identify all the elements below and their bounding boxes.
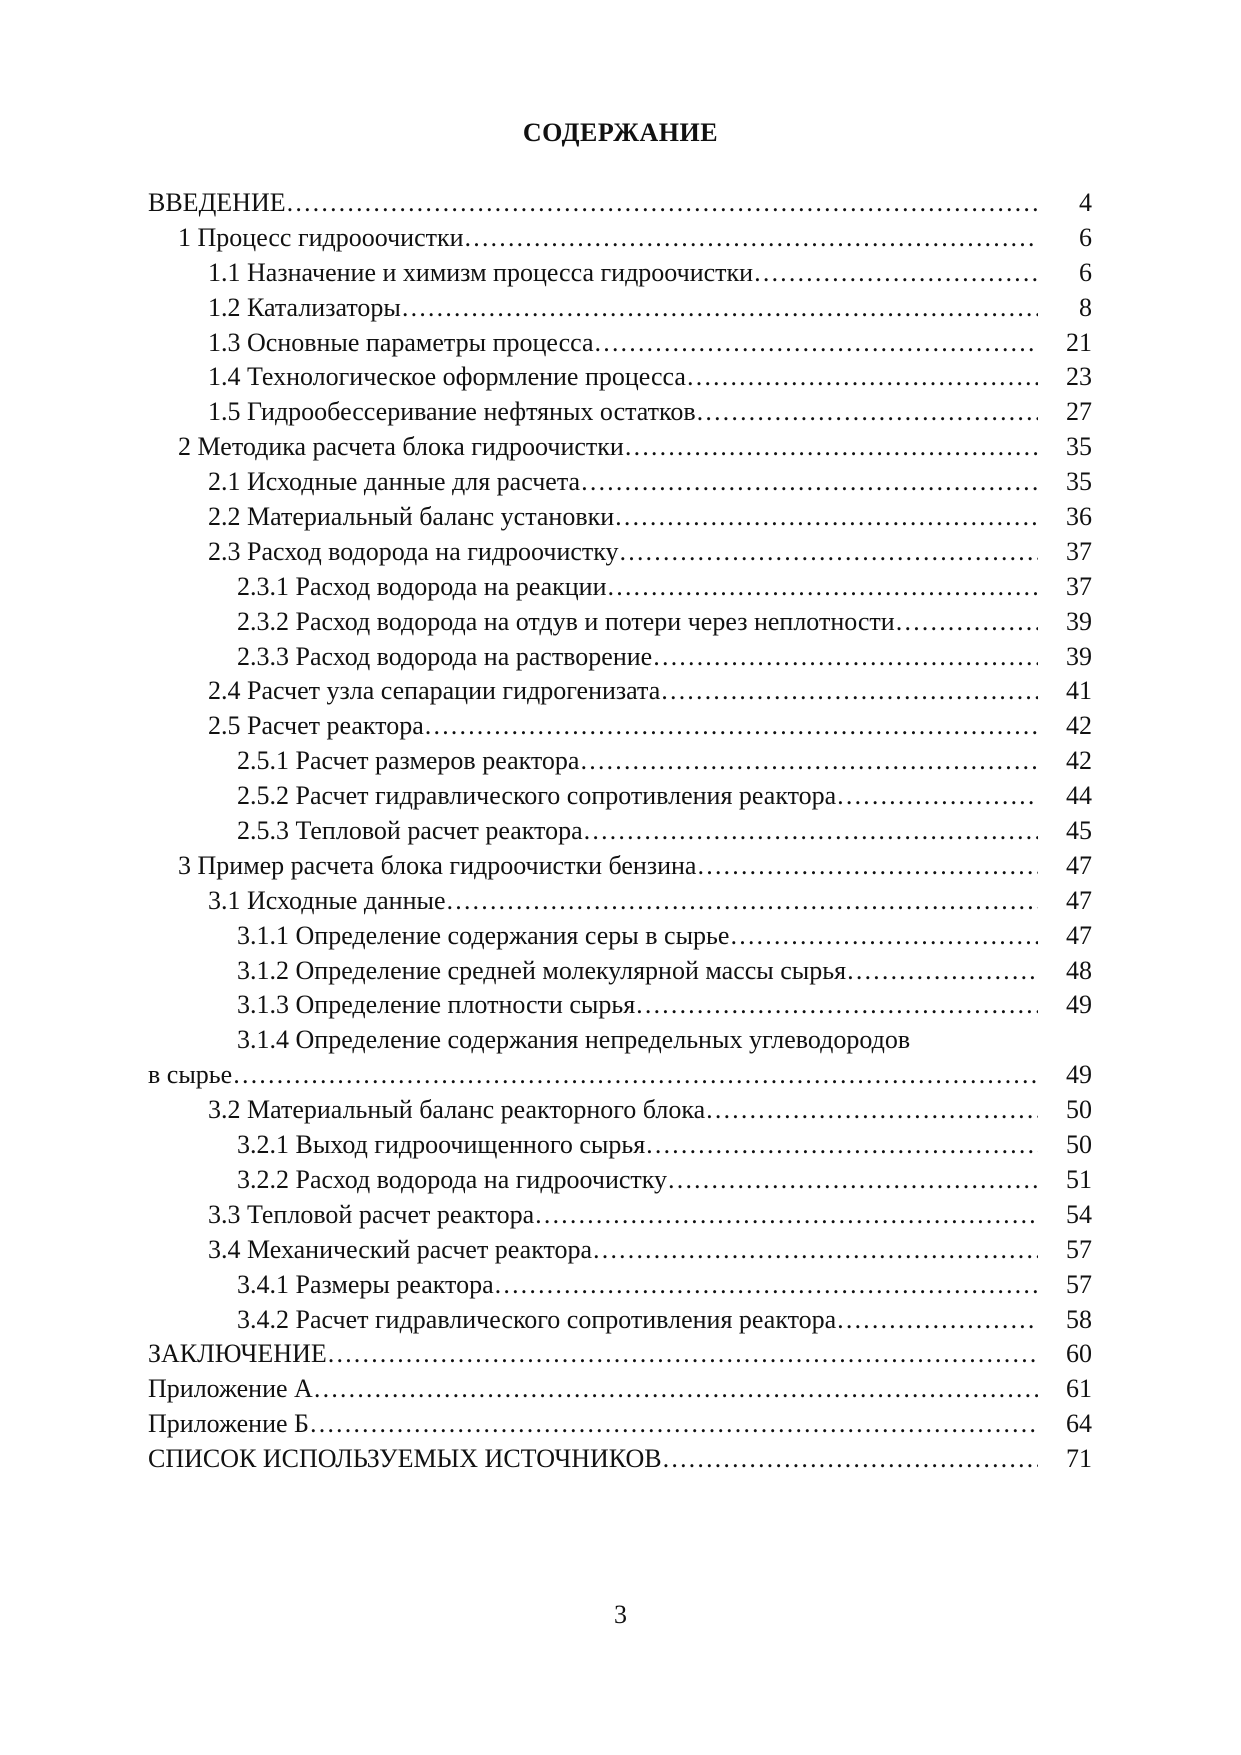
toc-page-number: 58	[1066, 1304, 1092, 1334]
toc-entry	[148, 1128, 1092, 1163]
toc-entry-label	[237, 919, 1038, 954]
dot-leader	[836, 781, 1038, 810]
dot-leader	[309, 1409, 1038, 1438]
toc-page-number: 41	[1066, 676, 1092, 706]
dot-leader	[580, 467, 1038, 496]
toc-entry-title: 3.4.1 Размеры реактора	[237, 1269, 494, 1299]
toc-entry-label	[208, 1233, 1038, 1268]
toc-page-number: 35	[1066, 467, 1092, 497]
toc-entry-title: 2.3.3 Расход водорода на растворение	[237, 641, 653, 671]
toc-entry-title: 3.1 Исходные данные	[208, 885, 446, 915]
dot-leader	[286, 188, 1038, 217]
toc-entry-label	[237, 1128, 1038, 1163]
dot-leader	[705, 1095, 1038, 1124]
toc-page-number: 49	[1066, 1060, 1092, 1090]
toc-page-number: 64	[1066, 1409, 1092, 1439]
dot-leader	[635, 990, 1038, 1019]
toc-entry-title: ВВЕДЕНИЕ	[148, 188, 286, 217]
toc-entry	[148, 605, 1092, 640]
toc-entry-title: 3.3 Тепловой расчет реактора	[208, 1199, 535, 1229]
toc-entry-line	[148, 1023, 1092, 1058]
toc-entry-title: 3.1.3 Определение плотности сырья	[237, 990, 636, 1020]
toc-entry-label	[208, 465, 1038, 500]
toc-entry	[148, 1337, 1092, 1372]
toc-entry-label	[237, 570, 1038, 605]
toc-entry	[148, 814, 1092, 849]
toc-entry-label	[208, 1093, 1038, 1128]
toc-page-number: 4	[1079, 188, 1092, 217]
toc-entry	[148, 1093, 1092, 1128]
toc-entry-label	[148, 186, 1038, 221]
table-of-contents	[148, 186, 1092, 1477]
dot-leader	[494, 1270, 1038, 1299]
toc-entry	[148, 1233, 1092, 1268]
toc-entry-title: Приложение Б	[148, 1409, 309, 1439]
toc-entry	[148, 1303, 1092, 1338]
dot-leader	[846, 956, 1038, 985]
dot-leader	[624, 432, 1038, 461]
toc-entry	[148, 326, 1092, 361]
toc-page-number: 8	[1079, 292, 1092, 322]
toc-entry-label	[208, 360, 1038, 395]
toc-entry-title: 2.3 Расход водорода на гидроочистку	[208, 536, 619, 566]
toc-page-number: 47	[1066, 920, 1092, 950]
toc-entry-title: 2.4 Расчет узла сепарации гидрогенизата	[208, 676, 661, 706]
toc-page-number: 61	[1066, 1374, 1092, 1404]
toc-page-number: 37	[1066, 536, 1092, 566]
toc-entry	[148, 1163, 1092, 1198]
toc-page-number: 50	[1066, 1130, 1092, 1160]
toc-entry	[148, 1268, 1092, 1303]
dot-leader	[534, 1200, 1038, 1229]
toc-entry	[148, 1058, 1092, 1093]
toc-entry-title: 1.4 Технологическое оформление процесса	[208, 362, 686, 392]
toc-entry	[148, 709, 1092, 744]
toc-page-number: 45	[1066, 816, 1092, 846]
dot-leader	[327, 1339, 1038, 1368]
toc-entry-label	[237, 779, 1038, 814]
toc-entry-label	[237, 1163, 1038, 1198]
toc-entry	[148, 640, 1092, 675]
toc-page-number: 47	[1066, 885, 1092, 915]
toc-entry	[148, 1407, 1092, 1442]
toc-entry-continuation: в сырье	[148, 1060, 233, 1090]
toc-entry-label	[237, 1268, 1038, 1303]
toc-entry-title: 1 Процесс гидрооочистки	[178, 222, 464, 252]
toc-entry-title: 1.3 Основные параметры процесса	[208, 327, 594, 357]
toc-entry-label	[178, 221, 1038, 256]
toc-page-number: 21	[1066, 327, 1092, 357]
toc-page-number: 51	[1066, 1164, 1092, 1194]
toc-entry	[148, 849, 1092, 884]
toc-entry-label	[208, 709, 1038, 744]
toc-entry-label	[148, 1442, 1038, 1477]
dot-leader	[895, 607, 1038, 636]
toc-entry-title: 1.5 Гидрообессеривание нефтяных остатков	[208, 397, 696, 427]
toc-entry	[148, 186, 1092, 221]
toc-entry-label	[208, 395, 1038, 430]
toc-page-number: 54	[1066, 1199, 1092, 1229]
toc-page-number: 23	[1066, 362, 1092, 392]
dot-leader	[686, 362, 1038, 391]
dot-leader	[446, 886, 1039, 915]
toc-entry-title: 3.4 Механический расчет реактора	[208, 1234, 593, 1264]
toc-entry-label	[148, 1372, 1038, 1407]
toc-entry-title: 2.5.1 Расчет размеров реактора	[237, 746, 580, 776]
dot-leader	[594, 328, 1038, 357]
toc-entry-label	[208, 500, 1038, 535]
toc-entry	[148, 500, 1092, 535]
toc-entry-title: 3.2.1 Выход гидроочищенного сырья	[237, 1130, 646, 1160]
toc-entry	[148, 779, 1092, 814]
toc-entry	[148, 954, 1092, 989]
dot-leader	[696, 397, 1038, 426]
toc-page-number: 42	[1066, 746, 1092, 776]
page-number: 3	[614, 1600, 627, 1629]
toc-entry	[148, 360, 1092, 395]
toc-entry-title: 3.1.2 Определение средней молекулярной массы сырья	[237, 955, 847, 985]
toc-entry-title: 3 Пример расчета блока гидроочистки бензина	[178, 850, 697, 880]
toc-entry-label	[237, 814, 1038, 849]
toc-page-number: 39	[1066, 606, 1092, 636]
toc-entry	[148, 291, 1092, 326]
toc-entry	[148, 570, 1092, 605]
toc-entry	[148, 465, 1092, 500]
toc-entry-title: 3.1.1 Определение содержания серы в сырье	[237, 920, 730, 950]
dot-leader	[667, 1165, 1038, 1194]
toc-page-number: 36	[1066, 502, 1092, 532]
toc-entry-label	[208, 291, 1038, 326]
toc-entry	[148, 1442, 1092, 1477]
dot-leader	[232, 1060, 1038, 1089]
toc-entry	[148, 674, 1092, 709]
toc-entry-label	[148, 1337, 1038, 1372]
toc-entry-label	[148, 1058, 1038, 1093]
toc-entry-label	[148, 1407, 1038, 1442]
dot-leader	[696, 851, 1038, 880]
toc-page-number: 71	[1066, 1444, 1092, 1474]
toc-entry-title: 2.3.1 Расход водорода на реакции	[237, 571, 607, 601]
toc-page-number: 27	[1066, 397, 1092, 427]
dot-leader	[619, 537, 1038, 566]
toc-entry-label	[237, 640, 1038, 675]
dot-leader	[583, 816, 1038, 845]
toc-entry-label	[208, 326, 1038, 361]
toc-entry-title: 3.1.4 Определение содержания непредельных углеводородов	[237, 1025, 911, 1055]
toc-entry	[148, 430, 1092, 465]
toc-entry-title: 3.4.2 Расчет гидравлического сопротивления реактора	[237, 1304, 837, 1334]
toc-entry-title: 2.3.2 Расход водорода на отдув и потери через неплотности	[237, 606, 895, 636]
toc-entry-label	[208, 1198, 1038, 1233]
toc-entry-title: 2 Методика расчета блока гидроочистки	[178, 432, 624, 462]
dot-leader	[313, 1374, 1038, 1403]
toc-entry-title: СПИСОК ИСПОЛЬЗУЕМЫХ ИСТОЧНИКОВ	[148, 1444, 662, 1474]
toc-page-number: 60	[1066, 1339, 1092, 1369]
toc-entry-label	[208, 256, 1038, 291]
toc-page-number: 35	[1066, 432, 1092, 462]
dot-leader	[652, 642, 1038, 671]
toc-entry-title: 2.5 Расчет реактора	[208, 711, 424, 741]
toc-page-number: 48	[1066, 955, 1092, 985]
dot-leader	[401, 293, 1038, 322]
dot-leader	[662, 1444, 1038, 1473]
toc-page-number: 42	[1066, 711, 1092, 741]
toc-entry-title: 1.2 Катализаторы	[208, 292, 401, 322]
toc-entry-label	[237, 744, 1038, 779]
dot-leader	[660, 676, 1038, 705]
toc-entry-title: 2.1 Исходные данные для расчета	[208, 467, 581, 497]
toc-entry-title: 1.1 Назначение и химизм процесса гидроочистки	[208, 257, 754, 287]
toc-entry	[148, 221, 1092, 256]
dot-leader	[614, 502, 1038, 531]
toc-page-number: 57	[1066, 1234, 1092, 1264]
toc-entry	[148, 535, 1092, 570]
dot-leader	[579, 746, 1038, 775]
toc-entry-label	[208, 535, 1038, 570]
toc-entry	[148, 884, 1092, 919]
page-title: СОДЕРЖАНИЕ	[522, 118, 719, 147]
toc-entry-title: 3.2 Материальный баланс реакторного блока	[208, 1095, 706, 1125]
toc-entry	[148, 988, 1092, 1023]
dot-leader	[645, 1130, 1038, 1159]
toc-page-number: 44	[1066, 781, 1092, 811]
dot-leader	[464, 223, 1038, 252]
toc-entry-label	[178, 849, 1038, 884]
toc-page-number: 39	[1066, 641, 1092, 671]
toc-entry-title: 2.2 Материальный баланс установки	[208, 502, 615, 532]
toc-page-number: 50	[1066, 1095, 1092, 1125]
toc-page-number: 6	[1079, 257, 1092, 287]
toc-page-number: 47	[1066, 850, 1092, 880]
dot-leader	[592, 1235, 1038, 1264]
toc-page-number: 6	[1079, 222, 1092, 252]
toc-entry	[148, 1198, 1092, 1233]
dot-leader	[753, 258, 1038, 287]
dot-leader	[729, 921, 1038, 950]
toc-entry-label	[208, 884, 1038, 919]
toc-entry-label	[237, 954, 1038, 989]
toc-entry-title: 2.5.3 Тепловой расчет реактора	[237, 816, 583, 846]
toc-entry	[148, 744, 1092, 779]
toc-entry-title: Приложение А	[148, 1374, 313, 1404]
toc-entry	[148, 256, 1092, 291]
dot-leader	[836, 1305, 1038, 1334]
toc-entry	[148, 919, 1092, 954]
dot-leader	[607, 572, 1038, 601]
toc-entry-label	[208, 674, 1038, 709]
toc-entry-label	[237, 605, 1038, 640]
toc-entry-title: ЗАКЛЮЧЕНИЕ	[148, 1339, 327, 1369]
toc-entry-label	[237, 988, 1038, 1023]
dot-leader	[424, 711, 1038, 740]
toc-entry-label	[237, 1303, 1038, 1338]
toc-page-number: 49	[1066, 990, 1092, 1020]
toc-entry	[148, 1372, 1092, 1407]
toc-entry-label	[178, 430, 1038, 465]
toc-page-number: 37	[1066, 571, 1092, 601]
toc-entry-title: 2.5.2 Расчет гидравлического сопротивления реактора	[237, 781, 837, 811]
toc-entry-title: 3.2.2 Расход водорода на гидроочистку	[237, 1164, 668, 1194]
toc-page-number: 57	[1066, 1269, 1092, 1299]
toc-entry	[148, 395, 1092, 430]
